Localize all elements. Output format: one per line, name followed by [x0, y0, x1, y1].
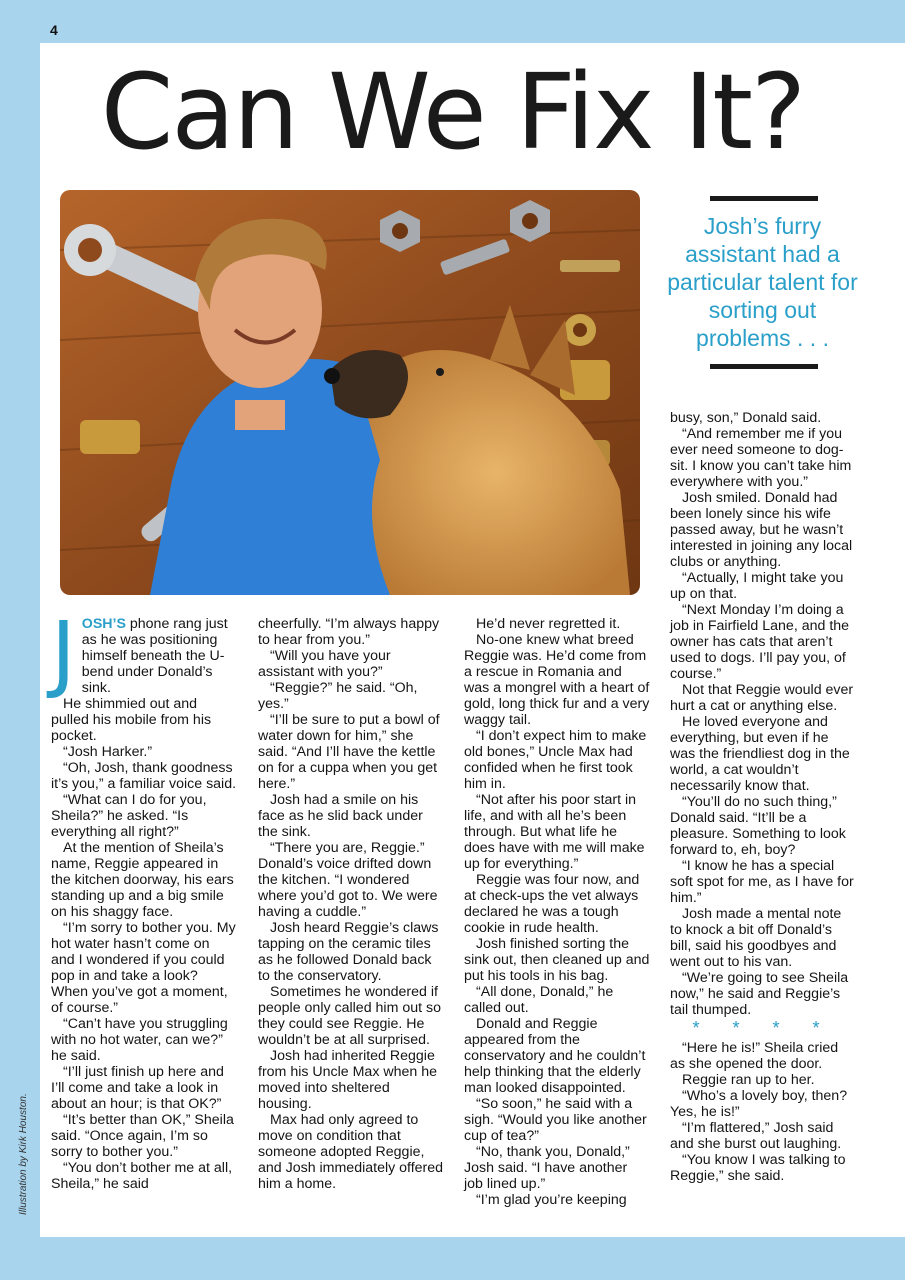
story-paragraph: Josh made a mental note to knock a bit off Donald’s bill, said his goodbyes and went out to his van. [670, 906, 842, 970]
standfirst: Josh’s furry assistant had a particular talent for sorting out problems . . . [667, 213, 858, 351]
story-paragraph: “What can I do for you, Sheila?” he asked. “Is everything all right?” [51, 792, 207, 840]
story-paragraph: “I’m flattered,” Josh said and she burst out laughing. [670, 1120, 842, 1152]
standfirst-rule-bottom [710, 364, 818, 369]
story-paragraph: “Can’t have you struggling with no hot water, can we?” he said. [51, 1016, 228, 1064]
standfirst-rule-top [710, 196, 818, 201]
story-paragraph: He’d never regretted it. [476, 616, 621, 632]
story-paragraph: “I’ll be sure to put a bowl of water down for him,” she said. “And I’ll have the kettle on for a cuppa when you get here.” [258, 712, 440, 792]
story-paragraph: Reggie was four now, and at check-ups the vet always declared he was a tough cookie in rude health. [464, 872, 640, 936]
story-paragraph: At the mention of Sheila’s name, Reggie appeared in the kitchen doorway, his ears standing up and a big smile on his shaggy face. [51, 840, 234, 920]
story-paragraph: “You don’t bother me at all, Sheila,” he said [51, 1160, 233, 1192]
lead-text: phone rang just as he was positioning himself beneath the U-bend under Donald’s sink. [81, 616, 228, 696]
story-column-2 [258, 616, 444, 1192]
story-paragraph: “You know I was talking to Reggie,” she said. [670, 1152, 846, 1184]
story-paragraph: “Not after his poor start in life, and with all he’s been through. But what life he does have with me will make up for everything.” [464, 792, 645, 872]
story-paragraph: Reggie ran up to her. [682, 1072, 815, 1088]
illustration-man-with-dog [60, 190, 640, 595]
story-paragraph: “I’ll just finish up here and I’ll come and take a look in about an hour; is that OK?” [51, 1064, 224, 1112]
story-paragraph: Sometimes he wondered if people only called him out so they could see Reggie. He wouldn’t be at all surprised. [258, 984, 441, 1048]
drop-cap: J [51, 603, 76, 701]
story-title: Can We Fix It? [100, 51, 805, 173]
story-column-3 [464, 616, 650, 1208]
story-paragraph: “So soon,” he said with a sigh. “Would you like another cup of tea?” [464, 1096, 647, 1144]
lead-caps: OSH’S [81, 616, 126, 632]
story-paragraph: “Who’s a lovely boy, then? Yes, he is!” [670, 1088, 848, 1120]
story-paragraph: “You’ll do no such thing,” Donald said. “It’ll be a pleasure. Something to look forward to, eh, boy? [670, 794, 846, 858]
illustration-credit: Illustration by Kirk Houston. [18, 1093, 29, 1215]
story-paragraph: “Oh, Josh, thank goodness it’s you,” a familiar voice said. [51, 760, 237, 792]
story-paragraph: “Next Monday I’m doing a job in Fairfield Lane, and the owner has cats that aren’t used to dogs. I’ll pay you, of course.” [670, 602, 850, 682]
story-column-1 [51, 603, 237, 1192]
story-paragraph: “I don’t expect him to make old bones,” Uncle Max had confided when he first took him in. [464, 728, 647, 792]
story-paragraph: No-one knew what breed Reggie was. He’d come from a rescue in Romania and was a mongrel with a heart of gold, long thick fur and a very waggy tail. [464, 632, 650, 728]
story-paragraph: Josh smiled. Donald had been lonely since his wife passed away, but he wasn’t interested in joining any local clubs or anything. [670, 490, 853, 570]
story-paragraph: “All done, Donald,” he called out. [464, 984, 614, 1016]
story-paragraph: “I know he has a special soft spot for me, as I have for him.” [670, 858, 854, 906]
story-paragraph: “And remember me if you ever need someone to dog-sit. I know you can’t take him everywhere with you.” [670, 426, 852, 490]
page-number: 4 [50, 22, 58, 38]
story-paragraph: “I’m sorry to bother you. My hot water hasn’t come on and I wondered if you could pop in and take a look? When you’ve got a moment, of course.” [51, 920, 236, 1016]
story-paragraph: He loved everyone and everything, but even if he was the friendliest dog in the world, a cat wouldn’t necessarily know that. [670, 714, 850, 794]
story-paragraph: Josh finished sorting the sink out, then cleaned up and put his tools in his bag. [464, 936, 650, 984]
story-paragraph: “Actually, I might take you up on that. [670, 570, 844, 602]
story-paragraph: Josh heard Reggie’s claws tapping on the ceramic tiles as he followed Donald back to the conservatory. [258, 920, 439, 984]
story-paragraph: Max had only agreed to move on condition that someone adopted Reggie, and Josh immediately offered him a home. [258, 1112, 444, 1192]
illustration-image [60, 190, 640, 595]
story-paragraph [51, 603, 237, 701]
story-paragraph: “I’m glad you’re keeping [476, 1192, 627, 1208]
story-paragraph: “There you are, Reggie.” Donald’s voice drifted down the kitchen. “I wondered where you’d got to. We were having a cuddle.” [258, 840, 438, 920]
story-paragraph: “We’re going to see Sheila now,” he said and Reggie’s tail thumped. [670, 970, 849, 1018]
story-paragraph: “No, thank you, Donald,” Josh said. “I have another job lined up.” [464, 1144, 630, 1192]
story-paragraph: He shimmied out and pulled his mobile from his pocket. [51, 696, 212, 744]
story-paragraph: “It’s better than OK,” Sheila said. “Once again, I’m so sorry to bother you.” [51, 1112, 234, 1160]
story-column-4 [670, 410, 856, 1184]
story-paragraph: “Reggie?” he said. “Oh, yes.” [258, 680, 418, 712]
story-paragraph: “Here he is!” Sheila cried as she opened the door. [670, 1040, 839, 1072]
story-paragraph: Donald and Reggie appeared from the conservatory and he couldn’t help thinking that the elderly man looked disappointed. [464, 1016, 646, 1096]
story-paragraph: Josh had inherited Reggie from his Uncle Max when he moved into sheltered housing. [258, 1048, 437, 1112]
story-paragraph: cheerfully. “I’m always happy to hear from you.” [258, 616, 440, 648]
story-paragraph: “Josh Harker.” [63, 744, 153, 760]
story-paragraph: busy, son,” Donald said. [670, 410, 822, 426]
story-paragraph: Not that Reggie would ever hurt a cat or anything else. [670, 682, 854, 714]
story-paragraph: Josh had a smile on his face as he slid back under the sink. [258, 792, 423, 840]
scene-break-stars: * * * * [692, 1018, 834, 1038]
story-paragraph: “Will you have your assistant with you?” [258, 648, 391, 680]
